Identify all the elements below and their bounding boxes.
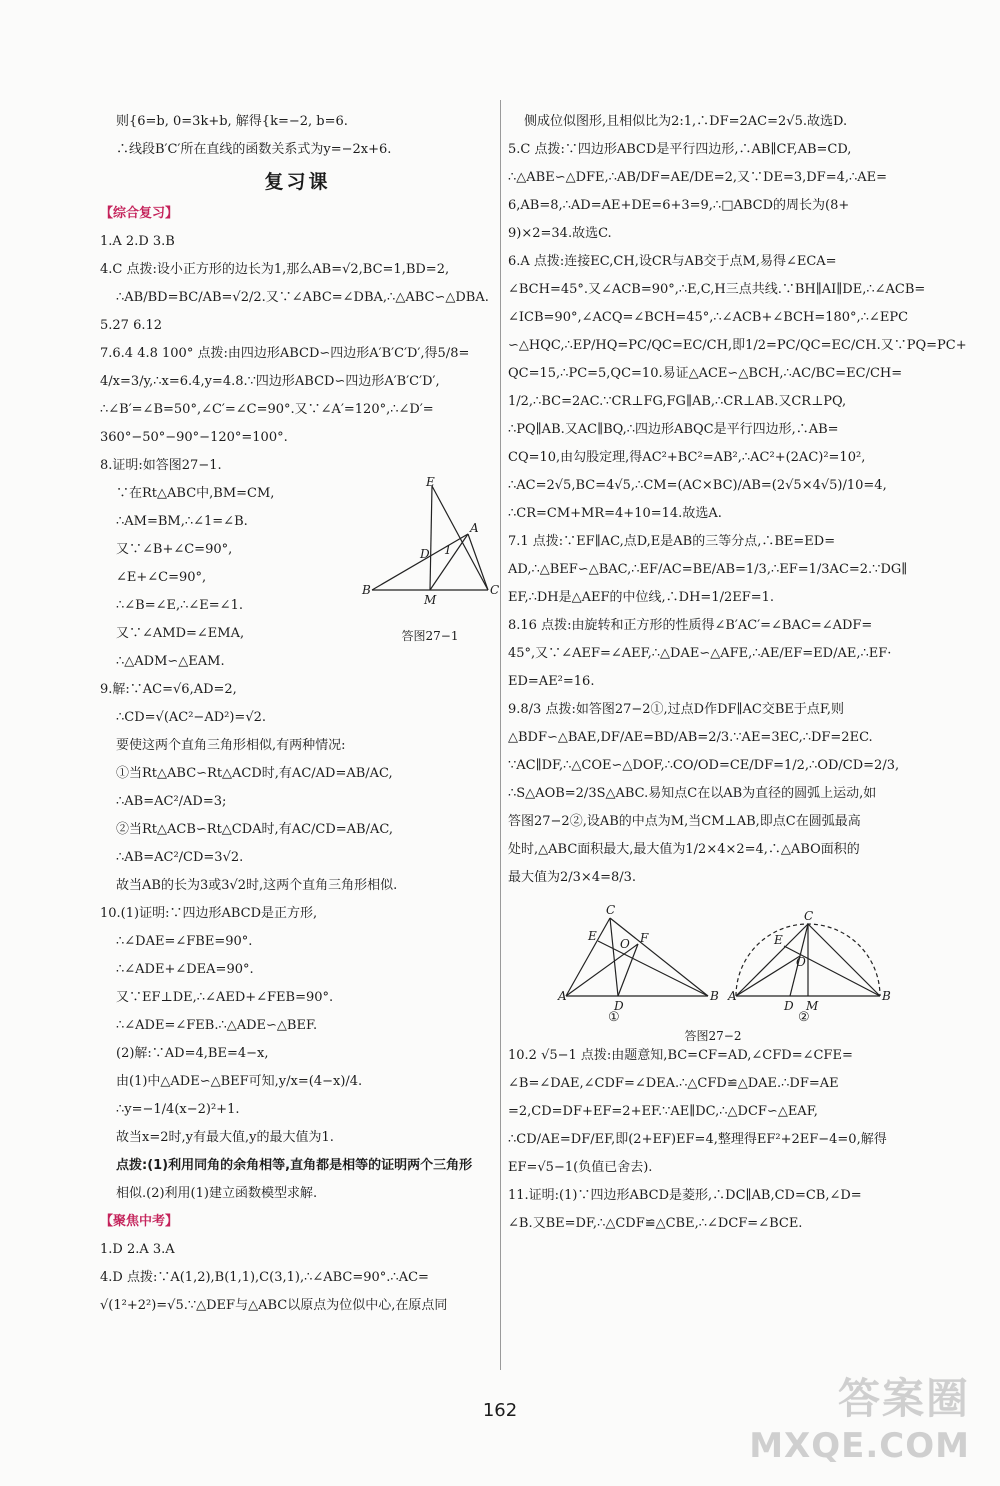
left-line: ∴线段B′C′所在直线的函数关系式为y=−2x+6. — [116, 142, 392, 157]
right-line: ∠B=∠DAE,∠CDF=∠DEA.∴△CFD≌△DAE.∴DF=AE — [508, 1076, 839, 1091]
right-line: ∵AC∥DF,∴△COE∽△DOF,∴CO/OD=CE/DF=1/2,∴OD/CD=2/3, — [508, 758, 900, 773]
left-line: ①当Rt△ABC∽Rt△ACD时,有AC/AD=AB/AC, — [116, 766, 393, 781]
fig2-label: A — [728, 989, 737, 1003]
right-line: 45°,又∵∠AEF=∠AEF,∴△DAE∽△AFE,∴AE/EF=ED/AE,∴EF· — [508, 646, 892, 661]
right-line: ED=AE²=16. — [508, 674, 595, 689]
right-line: 10.2 √5−1 点拨:由题意知,BC=CF=AD,∠CFD=∠CFE= — [508, 1048, 853, 1063]
fig2-label: M — [806, 999, 819, 1013]
fig2-label: C — [804, 909, 814, 923]
left-line: ∴∠B=∠E,∴∠E=∠1. — [116, 598, 243, 613]
left-line: 又∵EF⊥DE,∴∠AED+∠FEB=90°. — [116, 990, 334, 1005]
right-line: ∴PQ∥AB.又AC∥BQ,∴四边形ABQC是平行四边形,∴AB= — [508, 422, 839, 437]
right-line: 7.1 点拨:∵EF∥AC,点D,E是AB的三等分点,∴BE=ED= — [508, 534, 836, 549]
fig2-label: E — [588, 929, 597, 943]
right-line: 答图27−2②,设AB的中点为M,当CM⊥AB,即点C在圆弧最高 — [508, 814, 861, 829]
right-line: ∠BCH=45°.又∠ACB=90°,∴E,C,H三点共线.∵BH∥AI∥DE,∴∠ACB= — [508, 282, 926, 297]
fig2-label: F — [640, 931, 649, 945]
figure-27-1-caption: 答图27−1 — [401, 629, 459, 643]
left-line: ∴AM=BM,∴∠1=∠B. — [116, 514, 248, 529]
right-line: 6.A 点拨:连接EC,CH,设CR与AB交于点M,易得∠ECA= — [508, 254, 837, 269]
right-line: 9)×2=34.故选C. — [508, 226, 612, 241]
page-number: 162 — [482, 1400, 518, 1421]
fig2-label: A — [558, 989, 567, 1003]
figure-27-2-caption: 答图27−2 — [684, 1029, 742, 1043]
fig2-label: D — [784, 999, 794, 1013]
left-line: 8.证明:如答图27−1. — [100, 458, 222, 473]
fig1-label: D — [420, 547, 430, 561]
left-line: 要使这两个直角三角形相似,有两种情况: — [116, 738, 346, 753]
left-line: 4.C 点拨:设小正方形的边长为1,那么AB=√2,BC=1,BD=2, — [100, 262, 450, 277]
fig1-label: B — [362, 583, 371, 597]
left-line: (2)解:∵AD=4,BE=4−x, — [116, 1046, 269, 1061]
left-line: ∴∠ADE+∠DEA=90°. — [116, 962, 254, 977]
fig2-label: B — [882, 989, 891, 1003]
left-line: ∠E+∠C=90°, — [116, 570, 207, 585]
fig2-label: E — [774, 933, 783, 947]
fig1-label: C — [490, 583, 500, 597]
right-line: 6,AB=8,∴AD=AE+DE=6+3=9,∴□ABCD的周长为(8+ — [508, 198, 850, 213]
left-line: 故当x=2时,y有最大值,y的最大值为1. — [116, 1130, 334, 1145]
fig2-label: C — [606, 903, 616, 917]
right-line: =2,CD=DF+EF=2+EF.∵AE∥DC,∴△DCF∽△EAF, — [508, 1104, 818, 1119]
left-line: 7.6.4 4.8 100° 点拨:由四边形ABCD∽四边形A′B′C′D′,得5/8= — [100, 346, 470, 361]
left-line: ②当Rt△ACB∽Rt△CDA时,有AC/CD=AB/AC, — [116, 822, 393, 837]
fig2-marker-1: ① — [608, 1010, 620, 1025]
figure-27-1-diagram — [360, 475, 500, 623]
left-line: 4/x=3/y,∴x=6.4,y=4.8.∵四边形ABCD∽四边形A′B′C′D′, — [100, 374, 440, 389]
right-line: 侧成位似图形,且相似比为2:1,∴DF=2AC=2√5.故选D. — [524, 114, 848, 129]
left-line: 1.D 2.A 3.A — [100, 1242, 175, 1257]
left-line: ∴CD=√(AC²−AD²)=√2. — [116, 710, 267, 725]
left-line: 10.(1)证明:∵四边形ABCD是正方形, — [100, 906, 318, 921]
fig2-label: O — [796, 955, 806, 969]
section-tag: 【综合复习】 — [100, 206, 179, 221]
left-line: 5.27 6.12 — [100, 318, 163, 333]
left-line: 则{6=b, 0=3k+b, 解得{k=−2, b=6. — [116, 114, 348, 129]
figure-27-2-diagram — [558, 896, 891, 1016]
left-line: ∴∠DAE=∠FBE=90°. — [116, 934, 253, 949]
column-divider — [500, 100, 501, 1370]
right-line: ∴CR=CM+MR=4+10=14.故选A. — [508, 506, 722, 521]
figure-27-2 — [508, 892, 918, 1042]
left-line: 故当AB的长为3或3√2时,这两个直角三角形相似. — [116, 878, 398, 893]
right-line: ∴△ABE∽△DFE,∴AB/DF=AE/DE=2,又∵DE=3,DF=4,∴AE= — [508, 170, 888, 185]
left-line: ∴y=−1/4(x−2)²+1. — [116, 1102, 240, 1117]
right-line: 9.8/3 点拨:如答图27−2①,过点D作DF∥AC交BE于点F,则 — [508, 702, 845, 717]
right-line: △BDF∽△BAE,DF/AE=BD/AB=2/3.∵AE=3EC,∴DF=2EC. — [508, 730, 873, 745]
right-line: CQ=10,由勾股定理,得AC²+BC²=AB²,∴AC²+(2AC)²=10², — [508, 450, 866, 465]
left-line: ∵在Rt△ABC中,BM=CM, — [116, 486, 275, 501]
left-line: 又∵∠B+∠C=90°, — [116, 542, 233, 557]
fig2-marker-2: ② — [798, 1010, 810, 1025]
left-line: ∴∠B′=∠B=50°,∠C′=∠C=90°.又∵∠A′=120°,∴∠D′= — [100, 402, 434, 417]
right-line: 最大值为2/3×4=8/3. — [508, 870, 637, 885]
left-line: ∴AB/BD=BC/AB=√2/2.又∵∠ABC=∠DBA,∴△ABC∽△DBA. — [116, 290, 489, 305]
left-line: 点拨:(1)利用同角的余角相等,直角都是相等的证明两个三角形 — [116, 1158, 473, 1173]
left-column — [100, 108, 495, 1320]
fig1-label: M — [424, 593, 437, 607]
right-line: 1/2,∴BC=2AC.∵CR⊥FG,FG∥AB,∴CR⊥AB.又CR⊥PQ, — [508, 394, 847, 409]
left-line: 360°−50°−90°−120°=100°. — [100, 430, 288, 445]
watermark — [749, 1366, 970, 1466]
fig1-label: E — [426, 475, 435, 489]
fig2-label: B — [710, 989, 719, 1003]
left-line: 1.A 2.D 3.B — [100, 234, 175, 249]
right-line: EF,∴DH是△AEF的中位线,∴DH=1/2EF=1. — [508, 590, 775, 605]
right-line: 处时,△ABC面积最大,最大值为1/2×4×2=4,∴△ABO面积的 — [508, 842, 860, 857]
left-line: 由(1)中△ADE∽△BEF可知,y/x=(4−x)/4. — [116, 1074, 363, 1089]
right-line: 5.C 点拨:∵四边形ABCD是平行四边形,∴AB∥CF,AB=CD, — [508, 142, 852, 157]
left-line: √(1²+2²)=√5.∵△DEF与△ABC以原点为位似中心,在原点同 — [100, 1298, 448, 1313]
left-line: ∴AB=AC²/AD=3; — [116, 794, 227, 809]
section-title: 复习课 — [264, 171, 331, 193]
right-column — [508, 108, 967, 1238]
left-line: ∴AB=AC²/CD=3√2. — [116, 850, 244, 865]
right-line: ∴CD/AE=DF/EF,即(2+EF)EF=4,整理得EF²+2EF−4=0,解得 — [508, 1132, 887, 1147]
right-line: ∴S△AOB=2/3S△ABC.易知点C在以AB为直径的圆弧上运动,如 — [508, 786, 877, 801]
right-line: 11.证明:(1)∵四边形ABCD是菱形,∴DC∥AB,CD=CB,∠D= — [508, 1188, 862, 1203]
left-line: ∴△ADM∽△EAM. — [116, 654, 225, 669]
right-line: ∽△HQC,∴EP/HQ=PC/QC=EC/CH,即1/2=PC/QC=EC/CH.又∵PQ=PC+ — [508, 338, 967, 353]
watermark-line1: 答案圈 — [837, 1374, 970, 1423]
fig2-label: D — [614, 999, 624, 1013]
right-line: EF=√5−1(负值已舍去). — [508, 1160, 653, 1175]
right-line: AD,∴△BEF∽△BAC,∴EF/AC=BE/AB=1/3,∴EF=1/3AC=2.∵DG∥ — [508, 562, 908, 577]
right-line: ∠B.又BE=DF,∴△CDF≌△CBE,∴∠DCF=∠BCE. — [508, 1216, 803, 1231]
left-line: 又∵∠AMD=∠EMA, — [116, 626, 245, 641]
left-line: 相似.(2)利用(1)建立函数模型求解. — [116, 1186, 318, 1201]
section-tag: 【聚焦中考】 — [100, 1214, 179, 1229]
right-line: ∠ICB=90°,∠ACQ=∠BCH=45°,∴∠ACB+∠BCH=180°,∴∠EPC — [508, 310, 909, 325]
right-line: ∴AC=2√5,BC=4√5,∴CM=(AC×BC)/AB=(2√5×4√5)/10=4, — [508, 478, 887, 493]
left-line: ∴∠ADE=∠FEB.∴△ADE∽△BEF. — [116, 1018, 318, 1033]
right-line: QC=15,∴PC=5,QC=10.易证△ACE∽△BCH,∴AC/BC=EC/CH= — [508, 366, 903, 381]
figure-27-1 — [360, 475, 500, 648]
fig1-label: A — [470, 521, 479, 535]
fig1-label: 1 — [444, 543, 452, 557]
left-line: 4.D 点拨:∵A(1,2),B(1,1),C(3,1),∴∠ABC=90°.∴AC= — [100, 1270, 429, 1285]
fig2-label: O — [620, 937, 630, 951]
right-line: 8.16 点拨:由旋转和正方形的性质得∠B′AC′=∠BAC=∠ADF= — [508, 618, 873, 633]
left-line: 9.解:∵AC=√6,AD=2, — [100, 682, 237, 697]
watermark-line2: MXQE.COM — [749, 1426, 970, 1466]
